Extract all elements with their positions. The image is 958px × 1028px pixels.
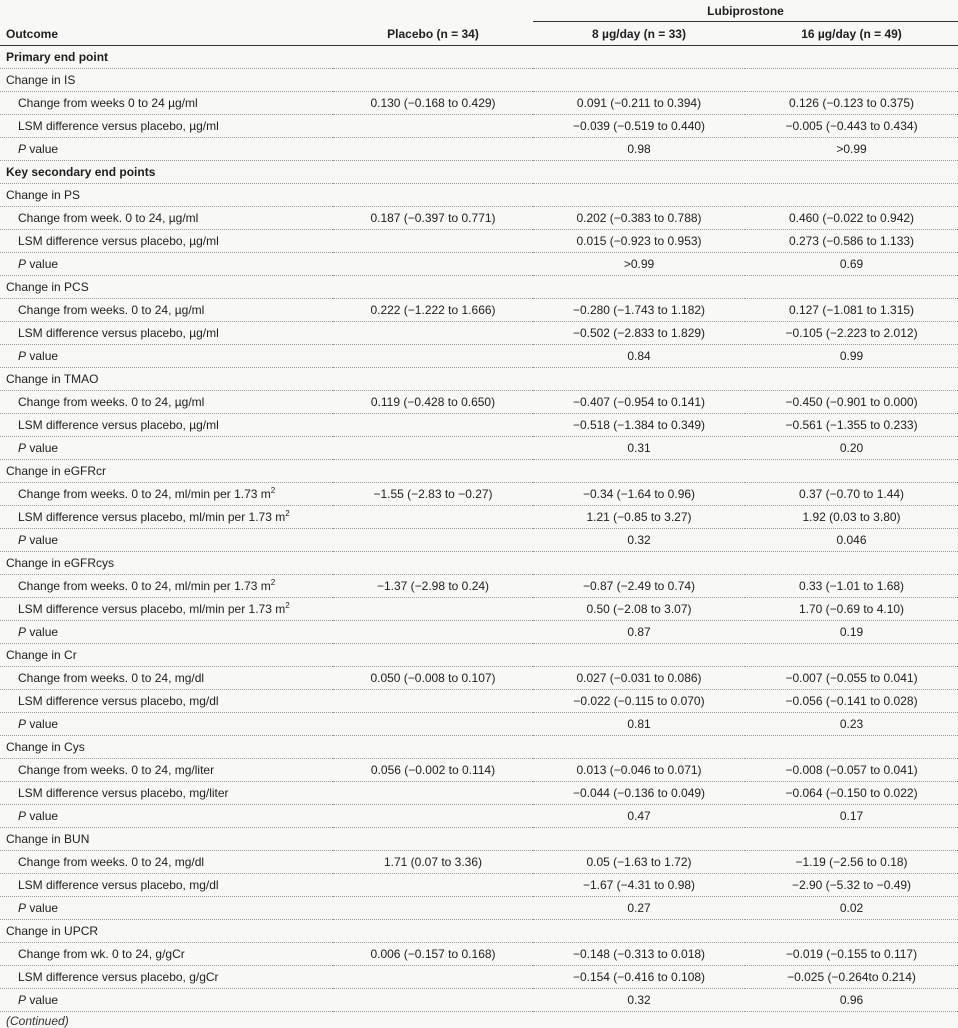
data-row <box>0 483 958 506</box>
row-label <box>0 506 333 529</box>
data-row <box>0 575 958 598</box>
dose-16-cell: −0.056 (−0.141 to 0.028) <box>745 690 958 713</box>
lubiprostone-group-header: Lubiprostone <box>533 0 958 22</box>
p-label-text: value <box>26 257 59 271</box>
placebo-cell <box>333 598 533 621</box>
row-label <box>0 874 333 897</box>
placebo-cell: −1.37 (−2.98 to 0.24) <box>333 575 533 598</box>
row-label <box>0 851 333 874</box>
dose-16-cell: −0.025 (−0.264to 0.214) <box>745 966 958 989</box>
p-symbol: P <box>18 809 27 823</box>
placebo-cell: 0.050 (−0.008 to 0.107) <box>333 667 533 690</box>
dose-8-cell: −0.044 (−0.136 to 0.049) <box>533 782 745 805</box>
row-label <box>0 138 333 161</box>
placebo-cell <box>333 529 533 552</box>
placebo-cell <box>333 138 533 161</box>
table-body <box>0 46 958 1012</box>
dose-16-cell: −0.064 (−0.150 to 0.022) <box>745 782 958 805</box>
row-label-text: LSM difference versus placebo, µg/ml <box>18 234 219 248</box>
dose-8-cell: 0.091 (−0.211 to 0.394) <box>533 92 745 115</box>
data-row <box>0 782 958 805</box>
p-value-row <box>0 529 958 552</box>
data-row <box>0 690 958 713</box>
data-row <box>0 598 958 621</box>
p-value-row <box>0 989 958 1012</box>
row-label-text: LSM difference versus placebo, µg/ml <box>18 119 219 133</box>
row-label <box>0 759 333 782</box>
placebo-cell <box>333 805 533 828</box>
dose-8-cell <box>533 69 745 92</box>
placebo-cell: 0.056 (−0.002 to 0.114) <box>333 759 533 782</box>
p-label-text: value <box>26 533 59 547</box>
placebo-cell <box>333 621 533 644</box>
dose-8-cell: 0.81 <box>533 713 745 736</box>
p-value-row <box>0 713 958 736</box>
outcome-group-title: Change in Cr <box>0 644 333 667</box>
p-label-text: value <box>26 625 59 639</box>
unit-superscript: 2 <box>285 601 290 610</box>
data-row <box>0 299 958 322</box>
row-label-text: LSM difference versus placebo, µg/ml <box>18 326 219 340</box>
p-symbol: P <box>18 901 27 915</box>
p-value-row <box>0 138 958 161</box>
continued-note: (Continued) <box>6 1014 69 1028</box>
dose-16-cell: 1.92 (0.03 to 3.80) <box>745 506 958 529</box>
dose-16-cell <box>745 184 958 207</box>
dose-16-cell: 0.20 <box>745 437 958 460</box>
data-row <box>0 115 958 138</box>
placebo-cell: −1.55 (−2.83 to −0.27) <box>333 483 533 506</box>
dose-16-cell: −1.19 (−2.56 to 0.18) <box>745 851 958 874</box>
dose-16-cell: −0.561 (−1.355 to 0.233) <box>745 414 958 437</box>
p-symbol: P <box>18 142 27 156</box>
outcome-group-title: Change in UPCR <box>0 920 333 943</box>
p-label-text: value <box>26 901 59 915</box>
dose-16-cell: 0.33 (−1.01 to 1.68) <box>745 575 958 598</box>
placebo-cell <box>333 713 533 736</box>
placebo-cell <box>333 345 533 368</box>
dose-8-cell: >0.99 <box>533 253 745 276</box>
row-label <box>0 713 333 736</box>
placebo-cell: 1.71 (0.07 to 3.36) <box>333 851 533 874</box>
row-label <box>0 782 333 805</box>
row-label-text: LSM difference versus placebo, µg/ml <box>18 418 219 432</box>
placebo-cell <box>333 253 533 276</box>
dose-8-cell: 0.202 (−0.383 to 0.788) <box>533 207 745 230</box>
dose-8-cell: 0.013 (−0.046 to 0.071) <box>533 759 745 782</box>
outcome-group-row <box>0 69 958 92</box>
dose-8-cell <box>533 276 745 299</box>
p-label-text: value <box>26 142 59 156</box>
p-value-row <box>0 345 958 368</box>
row-label <box>0 230 333 253</box>
header-column-row <box>0 22 958 46</box>
section-title: Key secondary end points <box>0 161 958 184</box>
section-title: Primary end point <box>0 46 958 69</box>
data-row <box>0 759 958 782</box>
row-label <box>0 437 333 460</box>
unit-superscript: 2 <box>270 486 276 495</box>
outcome-group-title: Change in BUN <box>0 828 333 851</box>
dose-16-cell: 0.99 <box>745 345 958 368</box>
dose-16-cell: 0.127 (−1.081 to 1.315) <box>745 299 958 322</box>
row-label <box>0 897 333 920</box>
row-label <box>0 575 333 598</box>
table-header <box>0 0 958 46</box>
placebo-cell <box>333 368 533 391</box>
row-label <box>0 966 333 989</box>
dose-8-cell: 0.47 <box>533 805 745 828</box>
dose-16-cell <box>745 644 958 667</box>
outcome-group-row <box>0 736 958 759</box>
dose-16-cell <box>745 276 958 299</box>
outcome-group-title: Change in eGFRcys <box>0 552 333 575</box>
dose-16-cell <box>745 736 958 759</box>
dose-16-cell: 0.23 <box>745 713 958 736</box>
dose-8-cell <box>533 368 745 391</box>
outcome-group-row <box>0 460 958 483</box>
p-symbol: P <box>18 717 27 731</box>
row-label-text: Change from weeks. 0 to 24, mg/dl <box>18 855 205 869</box>
row-label-text: Change from weeks. 0 to 24, µg/ml <box>18 303 205 317</box>
dose-8-cell: −0.87 (−2.49 to 0.74) <box>533 575 745 598</box>
data-row <box>0 943 958 966</box>
row-label <box>0 207 333 230</box>
outcome-group-row <box>0 184 958 207</box>
outcome-group-title: Change in PCS <box>0 276 333 299</box>
dose-8-cell: −0.039 (−0.519 to 0.440) <box>533 115 745 138</box>
p-label-text: value <box>26 993 59 1007</box>
dose-16-cell <box>745 552 958 575</box>
dose-8-cell: −0.022 (−0.115 to 0.070) <box>533 690 745 713</box>
outcome-group-title: Change in eGFRcr <box>0 460 333 483</box>
p-symbol: P <box>18 993 27 1007</box>
p-value-row <box>0 437 958 460</box>
dose-16-cell: −0.019 (−0.155 to 0.117) <box>745 943 958 966</box>
dose-8-cell: 0.27 <box>533 897 745 920</box>
dose-8-cell <box>533 552 745 575</box>
row-label <box>0 943 333 966</box>
dose-8-cell: 0.87 <box>533 621 745 644</box>
dose-16-cell: 0.96 <box>745 989 958 1012</box>
dose-16-cell: −0.105 (−2.223 to 2.012) <box>745 322 958 345</box>
dose-8-cell: −0.502 (−2.833 to 1.829) <box>533 322 745 345</box>
data-row <box>0 322 958 345</box>
outcome-column-header: Outcome <box>0 22 333 46</box>
placebo-cell <box>333 460 533 483</box>
row-label <box>0 989 333 1012</box>
placebo-cell <box>333 437 533 460</box>
row-label-text: LSM difference versus placebo, g/gCr <box>18 970 219 984</box>
placebo-cell: 0.119 (−0.428 to 0.650) <box>333 391 533 414</box>
placebo-cell <box>333 989 533 1012</box>
row-label <box>0 115 333 138</box>
placebo-cell <box>333 506 533 529</box>
dose-8-cell: −0.34 (−1.64 to 0.96) <box>533 483 745 506</box>
placebo-cell: 0.187 (−0.397 to 0.771) <box>333 207 533 230</box>
dose-8-cell: −0.154 (−0.416 to 0.108) <box>533 966 745 989</box>
dose-16-cell: >0.99 <box>745 138 958 161</box>
p-label-text: value <box>26 809 59 823</box>
row-label-text: Change from weeks. 0 to 24, ml/min per 1.73 m <box>18 487 271 501</box>
outcome-group-row <box>0 552 958 575</box>
dose-8-cell <box>533 828 745 851</box>
dose-16-cell: 0.17 <box>745 805 958 828</box>
placebo-cell <box>333 230 533 253</box>
row-label <box>0 345 333 368</box>
outcome-group-title: Change in PS <box>0 184 333 207</box>
placebo-cell <box>333 782 533 805</box>
row-label-text: LSM difference versus placebo, mg/dl <box>18 694 219 708</box>
outcome-group-row <box>0 920 958 943</box>
outcome-group-row <box>0 368 958 391</box>
dose-8-cell: 0.015 (−0.923 to 0.953) <box>533 230 745 253</box>
dose-16-cell: −0.008 (−0.057 to 0.041) <box>745 759 958 782</box>
dose-8-cell <box>533 184 745 207</box>
dose-16-cell: 0.02 <box>745 897 958 920</box>
dose-16-cell <box>745 460 958 483</box>
row-label-text: LSM difference versus placebo, mg/dl <box>18 878 219 892</box>
placebo-cell <box>333 322 533 345</box>
placebo-cell <box>333 69 533 92</box>
data-row <box>0 851 958 874</box>
dose-8-cell: −1.67 (−4.31 to 0.98) <box>533 874 745 897</box>
p-symbol: P <box>18 349 27 363</box>
dose-8-cell: 0.98 <box>533 138 745 161</box>
p-label-text: value <box>26 441 59 455</box>
placebo-cell <box>333 690 533 713</box>
dose-8-cell: 0.32 <box>533 529 745 552</box>
row-label <box>0 529 333 552</box>
row-label <box>0 483 333 506</box>
placebo-cell <box>333 115 533 138</box>
outcome-group-title: Change in Cys <box>0 736 333 759</box>
p-symbol: P <box>18 257 27 271</box>
placebo-cell <box>333 552 533 575</box>
section-header-row <box>0 161 958 184</box>
p-value-row <box>0 897 958 920</box>
outcome-group-title: Change in TMAO <box>0 368 333 391</box>
dose-8-cell: −0.280 (−1.743 to 1.182) <box>533 299 745 322</box>
dose-8-cell: −0.407 (−0.954 to 0.141) <box>533 391 745 414</box>
row-label-text: Change from week. 0 to 24, µg/ml <box>18 211 199 225</box>
dose-8-column-header: 8 µg/day (n = 33) <box>533 22 745 46</box>
row-label-text: Change from weeks. 0 to 24, µg/ml <box>18 395 205 409</box>
row-label-text: Change from weeks. 0 to 24, mg/liter <box>18 763 215 777</box>
data-row <box>0 92 958 115</box>
dose-16-cell <box>745 920 958 943</box>
placebo-cell: 0.006 (−0.157 to 0.168) <box>333 943 533 966</box>
outcome-group-row <box>0 644 958 667</box>
row-label <box>0 253 333 276</box>
dose-8-cell <box>533 736 745 759</box>
dose-8-cell: 0.32 <box>533 989 745 1012</box>
data-row <box>0 207 958 230</box>
dose-16-cell: 0.37 (−0.70 to 1.44) <box>745 483 958 506</box>
row-label-text: Change from weeks. 0 to 24, ml/min per 1.73 m <box>18 579 271 593</box>
placebo-cell <box>333 736 533 759</box>
row-label <box>0 299 333 322</box>
placebo-cell <box>333 920 533 943</box>
row-label <box>0 92 333 115</box>
data-row <box>0 506 958 529</box>
placebo-cell <box>333 184 533 207</box>
row-label-text: Change from weeks. 0 to 24, mg/dl <box>18 671 205 685</box>
data-row <box>0 667 958 690</box>
dose-8-cell <box>533 644 745 667</box>
row-label <box>0 322 333 345</box>
row-label-text: LSM difference versus placebo, mg/liter <box>18 786 229 800</box>
row-label <box>0 690 333 713</box>
dose-16-cell: −0.007 (−0.055 to 0.041) <box>745 667 958 690</box>
placebo-cell <box>333 276 533 299</box>
dose-8-cell: 0.05 (−1.63 to 1.72) <box>533 851 745 874</box>
dose-16-cell: 0.460 (−0.022 to 0.942) <box>745 207 958 230</box>
dose-16-cell <box>745 69 958 92</box>
dose-8-cell: 1.21 (−0.85 to 3.27) <box>533 506 745 529</box>
row-label-text: LSM difference versus placebo, ml/min per 1.73 m <box>18 510 286 524</box>
unit-superscript: 2 <box>285 509 290 518</box>
dose-16-cell: −0.450 (−0.901 to 0.000) <box>745 391 958 414</box>
dose-16-cell: −0.005 (−0.443 to 0.434) <box>745 115 958 138</box>
dose-16-cell: 0.046 <box>745 529 958 552</box>
dose-16-cell: 0.273 (−0.586 to 1.133) <box>745 230 958 253</box>
section-header-row <box>0 46 958 69</box>
placebo-cell: 0.222 (−1.222 to 1.666) <box>333 299 533 322</box>
row-label-text: LSM difference versus placebo, ml/min per 1.73 m <box>18 602 286 616</box>
row-label <box>0 805 333 828</box>
row-label <box>0 414 333 437</box>
placebo-column-header: Placebo (n = 34) <box>333 22 533 46</box>
dose-16-cell: 0.19 <box>745 621 958 644</box>
header-group-row <box>0 0 958 22</box>
row-label-text: Change from wk. 0 to 24, g/gCr <box>18 947 185 961</box>
unit-superscript: 2 <box>270 578 276 587</box>
outcome-group-row <box>0 828 958 851</box>
dose-16-cell: 0.126 (−0.123 to 0.375) <box>745 92 958 115</box>
placebo-cell <box>333 828 533 851</box>
outcome-group-row <box>0 276 958 299</box>
data-row <box>0 874 958 897</box>
dose-16-cell: 0.69 <box>745 253 958 276</box>
p-symbol: P <box>18 533 27 547</box>
outcome-group-title: Change in IS <box>0 69 333 92</box>
dose-8-cell <box>533 460 745 483</box>
dose-8-cell: −0.148 (−0.313 to 0.018) <box>533 943 745 966</box>
placebo-cell <box>333 874 533 897</box>
row-label <box>0 667 333 690</box>
p-label-text: value <box>26 349 59 363</box>
dose-8-cell: 0.50 (−2.08 to 3.07) <box>533 598 745 621</box>
dose-16-cell: 1.70 (−0.69 to 4.10) <box>745 598 958 621</box>
dose-8-cell: 0.027 (−0.031 to 0.086) <box>533 667 745 690</box>
dose-16-cell <box>745 828 958 851</box>
data-row <box>0 414 958 437</box>
p-value-row <box>0 253 958 276</box>
row-label-text: Change from weeks 0 to 24 µg/ml <box>18 96 198 110</box>
placebo-cell <box>333 966 533 989</box>
p-label-text: value <box>26 717 59 731</box>
row-label <box>0 391 333 414</box>
p-symbol: P <box>18 625 27 639</box>
data-row <box>0 391 958 414</box>
placebo-cell <box>333 414 533 437</box>
p-value-row <box>0 805 958 828</box>
dose-8-cell <box>533 920 745 943</box>
p-value-row <box>0 621 958 644</box>
dose-8-cell: −0.518 (−1.384 to 0.349) <box>533 414 745 437</box>
p-symbol: P <box>18 441 27 455</box>
data-row <box>0 966 958 989</box>
placebo-cell <box>333 897 533 920</box>
dose-16-column-header: 16 µg/day (n = 49) <box>745 22 958 46</box>
dose-16-cell: −2.90 (−5.32 to −0.49) <box>745 874 958 897</box>
row-label <box>0 598 333 621</box>
row-label <box>0 621 333 644</box>
placebo-cell <box>333 644 533 667</box>
dose-8-cell: 0.84 <box>533 345 745 368</box>
dose-8-cell: 0.31 <box>533 437 745 460</box>
placebo-cell: 0.130 (−0.168 to 0.429) <box>333 92 533 115</box>
data-row <box>0 230 958 253</box>
dose-16-cell <box>745 368 958 391</box>
